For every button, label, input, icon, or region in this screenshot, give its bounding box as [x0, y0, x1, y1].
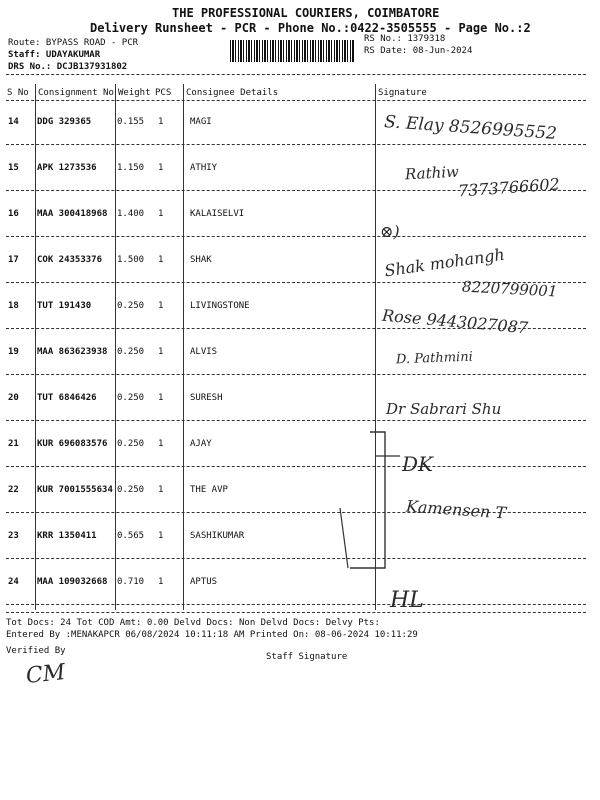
cell-consignee: APTUS — [190, 577, 218, 587]
totals-line: Tot Docs: 24 Tot COD Amt: 0.00 Delvd Docs: Non Delvd Docs: Delvy Pts: — [6, 618, 380, 628]
cell-consignee: THE AVP — [190, 485, 228, 495]
cell-consignee: AJAY — [190, 439, 212, 449]
column-divider — [35, 84, 36, 610]
col-signature: Signature — [378, 88, 427, 98]
row-separator — [6, 236, 586, 237]
cell-pcs: 1 — [158, 117, 164, 127]
staff-signature-label: Staff Signature — [266, 652, 348, 662]
entered-by-line: Entered By :MENAKAPCR 06/08/2024 10:11:18 AM Printed On: 08-06-2024 10:11:29 — [6, 630, 418, 640]
header-rule-top — [6, 74, 586, 75]
row-separator — [6, 604, 586, 605]
signature-row-20: Dr Sabrari Shu — [386, 400, 502, 418]
route-label: Route: BYPASS ROAD - PCR — [8, 38, 139, 48]
cell-consignment: COK 24353376 — [37, 255, 103, 265]
cell-sno: 14 — [8, 117, 19, 127]
rs-date: RS Date: 08-Jun-2024 — [364, 46, 473, 56]
cell-consignment: KUR 696083576 — [37, 439, 108, 449]
signature-row-18: Rose 9443027087 — [381, 305, 529, 338]
rs-number: RS No.: 1379318 — [364, 34, 446, 44]
cell-sno: 16 — [8, 209, 19, 219]
cell-pcs: 1 — [158, 485, 164, 495]
cell-weight: 1.500 — [117, 255, 145, 265]
cell-pcs: 1 — [158, 301, 164, 311]
row-separator — [6, 420, 586, 421]
cell-pcs: 1 — [158, 577, 164, 587]
bracket-mark — [330, 428, 410, 578]
cell-sno: 18 — [8, 301, 19, 311]
cell-consignment: MAA 300418968 — [37, 209, 108, 219]
cell-pcs: 1 — [158, 439, 164, 449]
cell-consignment: KUR 7001555634 — [37, 485, 113, 495]
cell-weight: 0.565 — [117, 531, 145, 541]
col-weight: Weight — [118, 88, 151, 98]
col-consignment: Consignment No — [38, 88, 114, 98]
cell-sno: 22 — [8, 485, 19, 495]
cell-consignment: DDG 329365 — [37, 117, 92, 127]
cell-pcs: 1 — [158, 209, 164, 219]
row-separator — [6, 374, 586, 375]
barcode — [230, 40, 354, 62]
signature-row-19: D. Pathmini — [395, 349, 473, 368]
cell-consignee: KALAISELVI — [190, 209, 245, 219]
cell-weight: 1.400 — [117, 209, 145, 219]
signature-row-16: ⊗) — [380, 222, 400, 241]
cell-consignment: MAA 863623938 — [37, 347, 108, 357]
cell-pcs: 1 — [158, 255, 164, 265]
drs-number: DRS No.: DCJB137931802 — [8, 62, 128, 72]
signature-row-17: Shak mohangh — [383, 244, 506, 281]
cell-consignment: MAA 109032668 — [37, 577, 108, 587]
cell-sno: 21 — [8, 439, 19, 449]
cell-consignment: KRR 1350411 — [37, 531, 97, 541]
cell-weight: 0.250 — [117, 485, 145, 495]
signature-row-15-phone: 7373766602 — [457, 174, 561, 201]
cell-consignment: TUT 6846426 — [37, 393, 97, 403]
column-divider — [183, 84, 184, 610]
verified-by-label: Verified By — [6, 646, 66, 656]
cell-sno: 17 — [8, 255, 19, 265]
header-rule-bottom — [6, 100, 586, 101]
col-sno: S No — [7, 88, 29, 98]
row-separator — [6, 144, 586, 145]
cell-pcs: 1 — [158, 531, 164, 541]
cell-sno: 23 — [8, 531, 19, 541]
row-separator — [6, 558, 586, 559]
cell-weight: 1.150 — [117, 163, 145, 173]
cell-consignee: MAGI — [190, 117, 212, 127]
cell-consignee: SHAK — [190, 255, 212, 265]
footer-rule — [6, 612, 586, 613]
column-divider — [115, 84, 116, 610]
cell-consignment: APK 1273536 — [37, 163, 97, 173]
cell-consignee: LIVINGSTONE — [190, 301, 250, 311]
cell-consignment: TUT 191430 — [37, 301, 92, 311]
cell-weight: 0.250 — [117, 393, 145, 403]
signature-row-14: S. Elay 8526995552 — [383, 111, 558, 145]
verified-signature: CM — [24, 660, 67, 689]
cell-pcs: 1 — [158, 347, 164, 357]
cell-consignee: ATHIY — [190, 163, 218, 173]
signature-row-22: Kamensen T — [405, 496, 507, 523]
cell-sno: 24 — [8, 577, 19, 587]
cell-consignee: SURESH — [190, 393, 223, 403]
company-title: THE PROFESSIONAL COURIERS, COIMBATORE — [172, 6, 440, 20]
signature-row-24: HL — [390, 588, 424, 613]
col-consignee: Consignee Details — [186, 88, 279, 98]
cell-consignee: SASHIKUMAR — [190, 531, 245, 541]
cell-weight: 0.155 — [117, 117, 145, 127]
cell-sno: 15 — [8, 163, 19, 173]
cell-pcs: 1 — [158, 163, 164, 173]
col-pcs: PCS — [155, 88, 172, 98]
cell-weight: 0.250 — [117, 301, 145, 311]
row-separator — [6, 466, 586, 467]
cell-sno: 19 — [8, 347, 19, 357]
signature-row-15: Rathiw — [404, 162, 460, 184]
signature-row-17-phone: 8220799001 — [461, 277, 558, 301]
cell-weight: 0.250 — [117, 347, 145, 357]
runsheet-subtitle: Delivery Runsheet - PCR - Phone No.:0422-3505555 - Page No.:2 — [90, 21, 531, 35]
signature-row-21: DK — [402, 452, 433, 476]
cell-weight: 0.250 — [117, 439, 145, 449]
staff-label: Staff: UDAYAKUMAR — [8, 50, 101, 60]
cell-sno: 20 — [8, 393, 19, 403]
cell-pcs: 1 — [158, 393, 164, 403]
cell-consignee: ALVIS — [190, 347, 218, 357]
cell-weight: 0.710 — [117, 577, 145, 587]
